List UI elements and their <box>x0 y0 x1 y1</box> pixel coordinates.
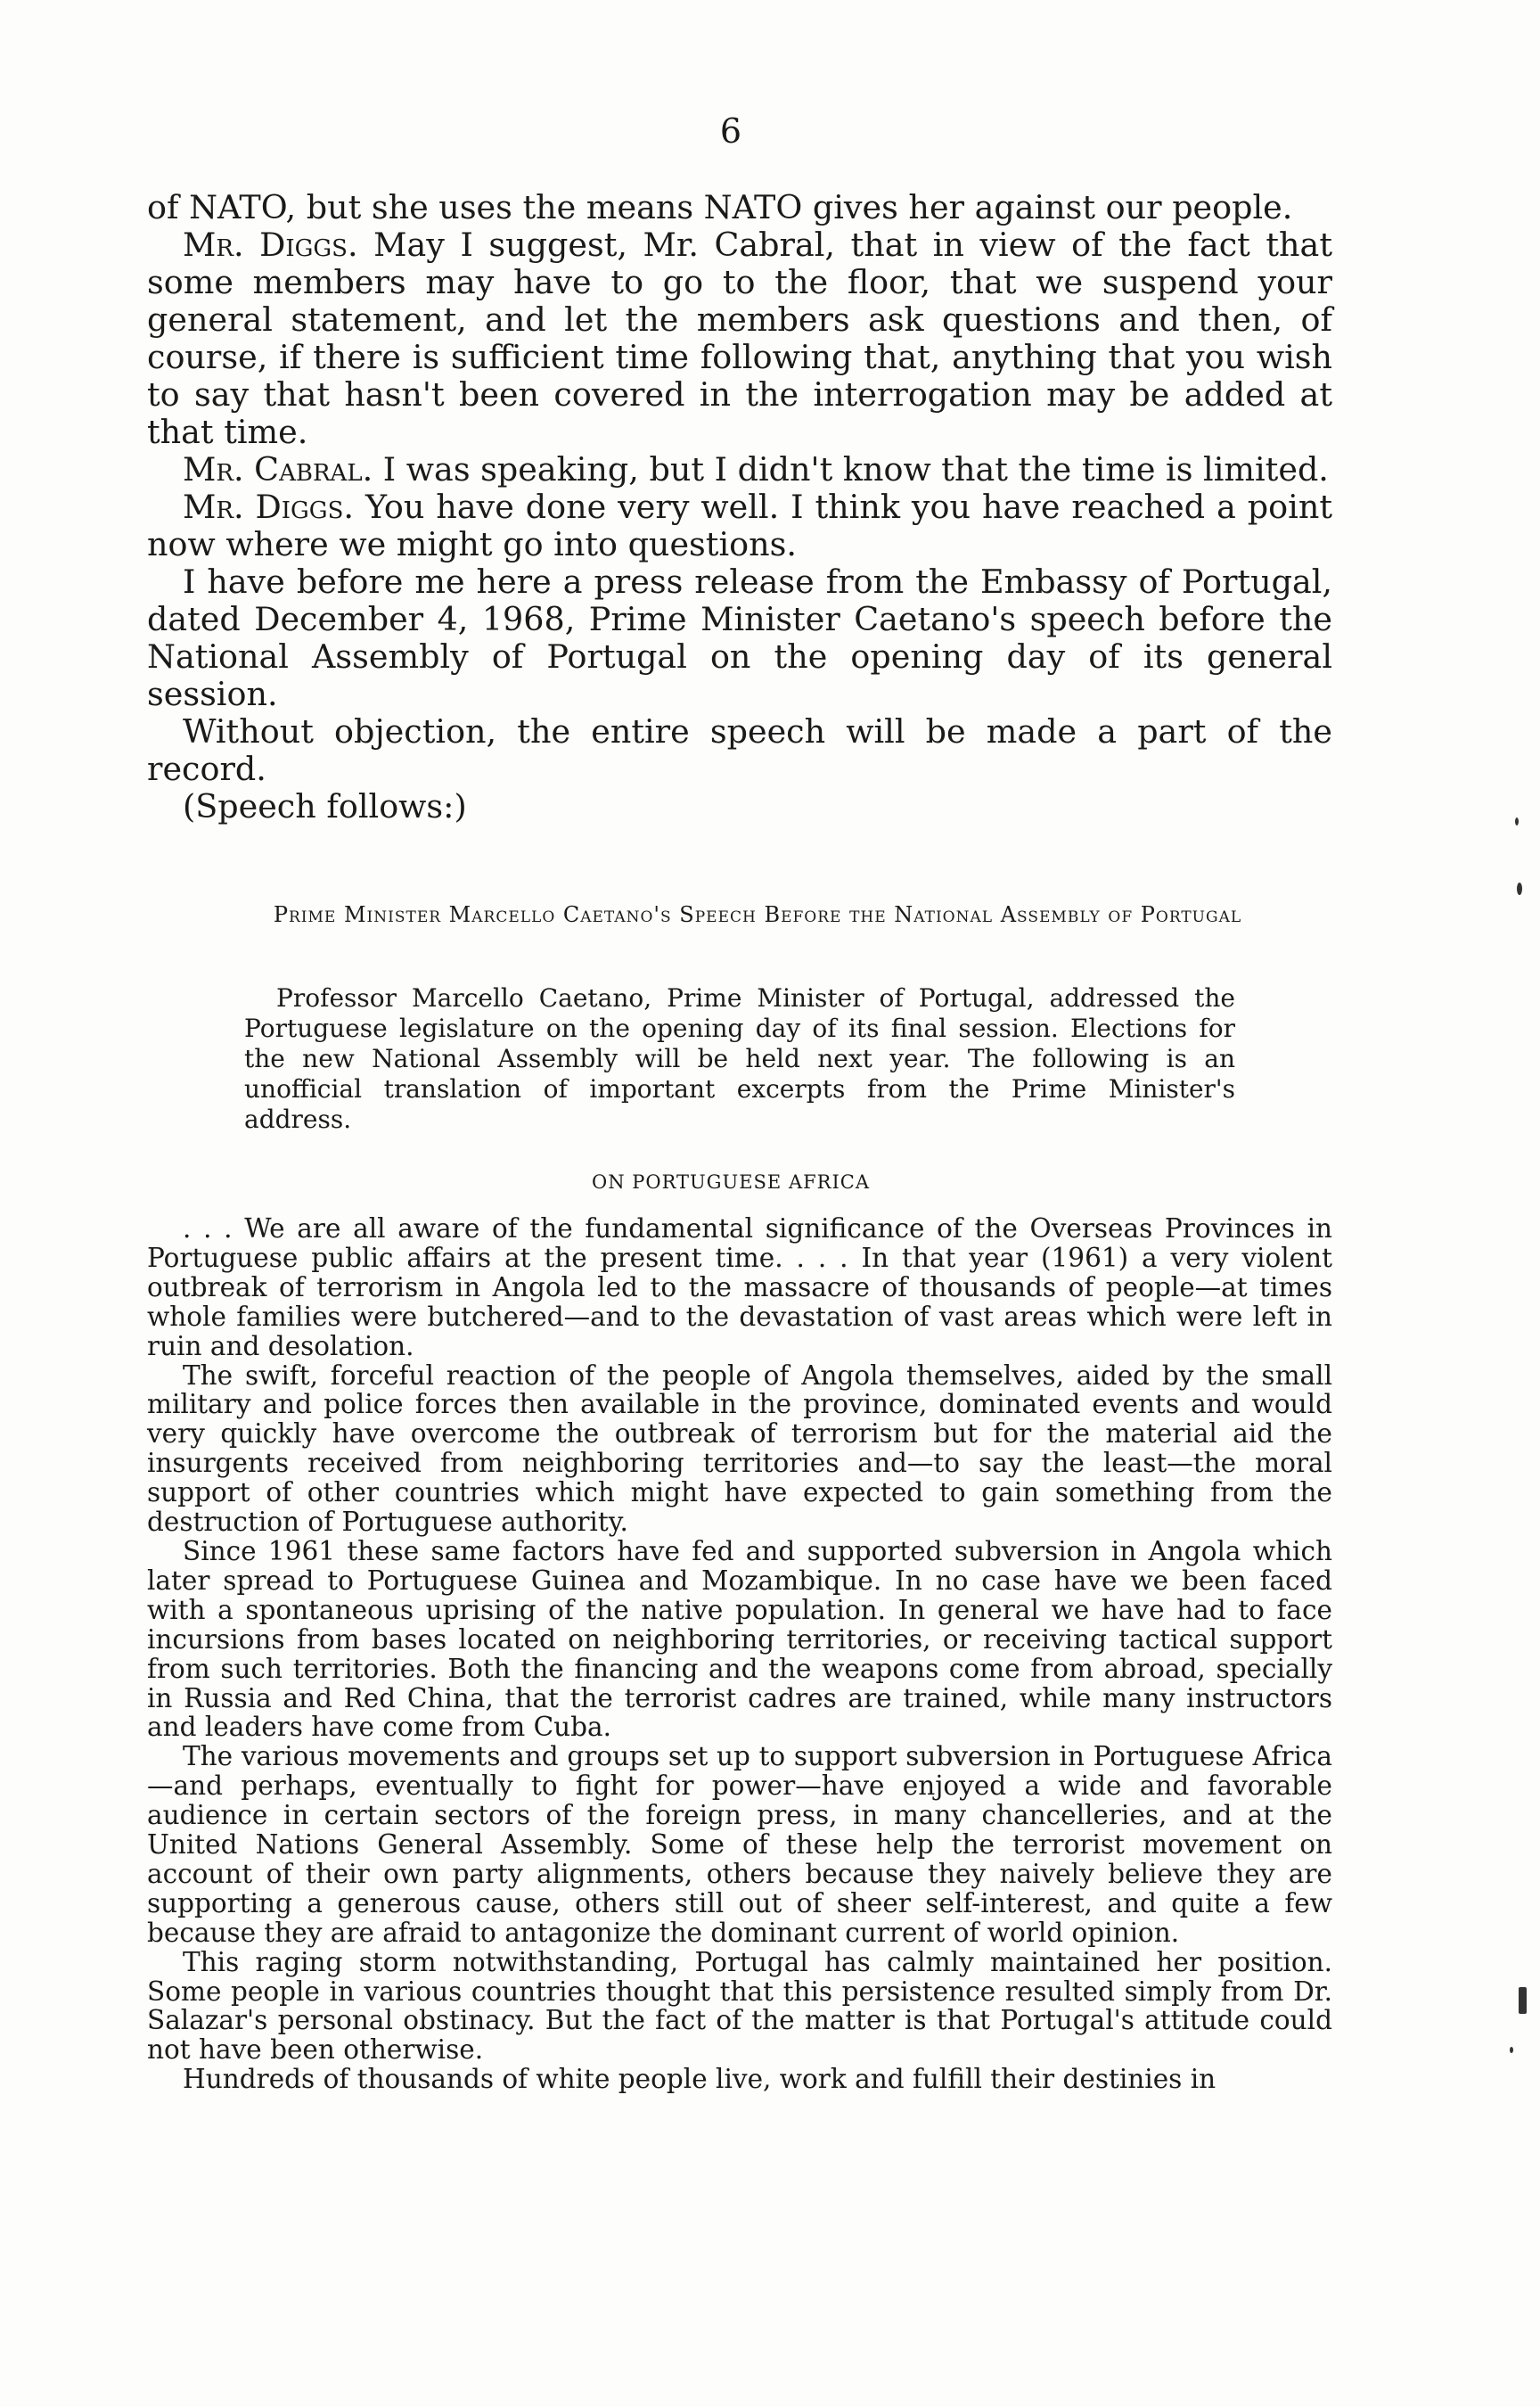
transcript-paragraph: Without objection, the entire speech will be made a part of the record. <box>147 712 1332 788</box>
excerpt-paragraph: The various movements and groups set up to support subversion in Portuguese Africa—and perhaps, eventually to fight for power—have enjoyed a wide and favorable audience in certain sectors of the foreign press, in many chancelleries, and at the United Nations General Assembly. Some of these help the terrorist movement on account of their own party alignments, others because they naively believe they are supporting a generous cause, others still out of sheer self-interest, and quite a few because they are afraid to antagonize the dominant current of world opinion. <box>147 1741 1332 1948</box>
speaker-name: Mr. Diggs. <box>183 488 354 526</box>
speaker-name: Mr. Cabral. <box>183 450 373 489</box>
transcript-paragraph <box>147 489 1332 563</box>
scan-speck <box>1519 1987 1527 2014</box>
scan-speck <box>1517 883 1522 895</box>
speaker-text: I was speaking, but I didn't know that the time is limited. <box>373 450 1329 489</box>
transcript-paragraph: of NATO, but she uses the means NATO gives her against our people. <box>147 188 1293 226</box>
speaker-text: May I suggest, Mr. Cabral, that in view of the fact that some members may have to go to the floor, that we suspend your general statement, and let the members ask questions and then, of course, if there is sufficient time following that, anything that you wish to say that hasn't been covered in the interrogation may be added at that time. <box>147 226 1332 451</box>
speech-title: Prime Minister Marcello Caetano's Speech Before the National Assembly of Portugal <box>273 902 1242 927</box>
excerpt-paragraph: Since 1961 these same factors have fed and supported subversion in Angola which later spread to Portuguese Guinea and Mozambique. In no case have we been faced with a spontaneous uprising of the native population. In general we have had to face incursions from bases located on neighboring territories, or receiving tactical support from such territories. Both the financing and the weapons come from abroad, specially in Russia and Red China, that the terrorist cadres are trained, while many instructors and leaders have come from Cuba. <box>147 1535 1332 1743</box>
hearing-transcript <box>147 189 1332 826</box>
transcript-paragraph: I have before me here a press release from the Embassy of Portugal, dated December 4, 1968, Prime Minister Caetano's speech before the National Assembly of Portugal on the opening day of its general session. <box>147 563 1332 713</box>
excerpt-paragraph: This raging storm notwithstanding, Portugal has calmly maintained her position. Some people in various countries thought that this persistence resulted simply from Dr. Salazar's personal obstinacy. But the fact of the matter is that Portugal's attitude could not have been otherwise. <box>147 1946 1332 2066</box>
transcript-paragraph <box>147 226 1332 451</box>
speech-excerpt <box>147 1214 1332 2094</box>
speaker-name: Mr. Diggs. <box>183 226 358 264</box>
excerpt-paragraph: The swift, forceful reaction of the people of Angola themselves, aided by the small military and police forces then available in the province, dominated events and would very quickly have overcome the outbreak of terrorism but for the material aid the insurgents received from neighboring territories and—to say the least—the moral support of other countries which might have expected to gain something from the destruction of Portuguese authority. <box>147 1360 1332 1538</box>
transcript-paragraph <box>147 451 1332 489</box>
excerpt-paragraph: Hundreds of thousands of white people live, work and fulfill their destinies in <box>183 2064 1216 2095</box>
scan-speck <box>1515 817 1519 826</box>
excerpt-paragraph: . . . We are all aware of the fundamental significance of the Overseas Provinces in Portuguese public affairs at the present time. . . . In that year (1961) a very violent outbreak of terrorism in Angola led to the massacre of thousands of people—at times whole families were butchered—and to the devastation of vast areas which were left in ruin and desolation. <box>147 1213 1332 1361</box>
section-subheading: ON PORTUGUESE AFRICA <box>591 1171 871 1193</box>
speech-intro: Professor Marcello Caetano, Prime Minister of Portugal, addressed the Portuguese legislature on the opening day of its final session. Elections for the new National Assembly will be held next year. The following is an unofficial translation of important excerpts from the Prime Minister's address. <box>244 983 1235 1134</box>
page-number: 6 <box>719 111 742 151</box>
transcript-paragraph: (Speech follows:) <box>183 787 467 826</box>
speaker-text: You have done very well. I think you have reached a point now where we might go into questions. <box>147 488 1332 563</box>
scan-speck <box>1510 2047 1513 2053</box>
